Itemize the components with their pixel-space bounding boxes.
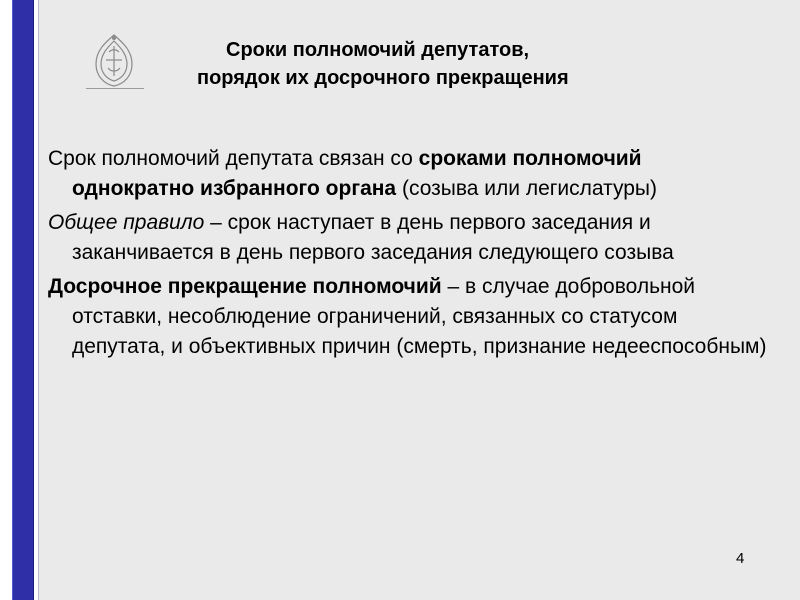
paragraph-1-lead: Срок полномочий депутата связан со bbox=[48, 147, 419, 170]
paragraph-1-tail: (созыва или легислатуры) bbox=[396, 177, 658, 200]
paragraph-early-termination bbox=[48, 272, 768, 362]
slide-body bbox=[48, 144, 768, 366]
slide-title-line-2: порядок их досрочного прекращения bbox=[197, 67, 569, 89]
paragraph-2-rest: – срок наступает в день первого заседания и заканчивается в день первого заседания следующего созыва bbox=[72, 211, 674, 264]
paragraph-1-bold: сроками полномочий однократно избранного органа bbox=[72, 147, 642, 200]
left-accent-bar bbox=[0, 0, 38, 600]
paragraph-general-rule bbox=[48, 208, 768, 268]
paragraph-3-bold: Досрочное прекращение полномочий bbox=[48, 275, 442, 298]
left-divider-line bbox=[38, 0, 39, 600]
slide-title bbox=[150, 36, 750, 92]
paragraph-2-italic: Общее правило bbox=[48, 211, 205, 234]
slide-title-line-1: Сроки полномочий депутатов, bbox=[226, 39, 530, 61]
emblem-icon bbox=[86, 32, 142, 90]
page-number: 4 bbox=[736, 550, 745, 567]
paragraph-term-of-office bbox=[48, 144, 768, 204]
logo-underline bbox=[86, 88, 144, 89]
paragraph-3-rest: – в случае добровольной отставки, несоблюдение ограничений, связанных со статусом депутата, и объективных причин (смерть, признание недееспособным) bbox=[72, 275, 767, 358]
